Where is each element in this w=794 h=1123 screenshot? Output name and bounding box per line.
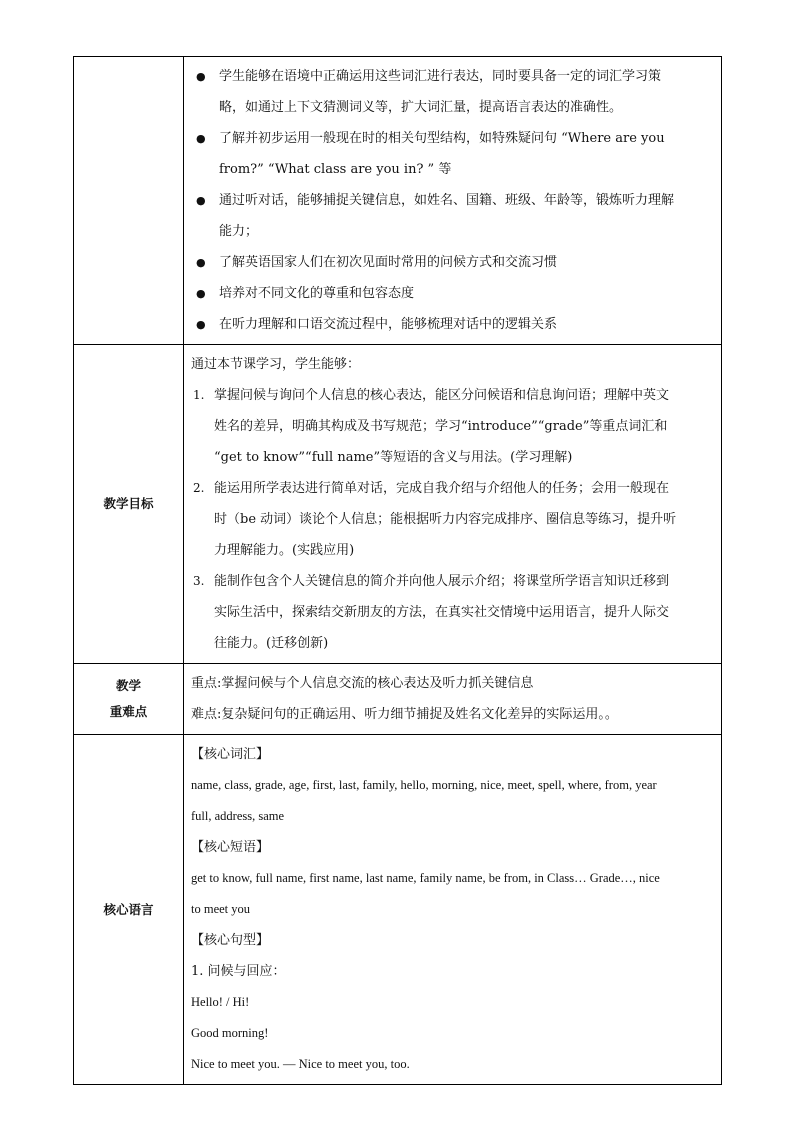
objective-text-line: 掌握问候与询问个人信息的核心表达，能区分问候语和信息询问语；理解中英文	[214, 388, 670, 403]
sentence-subtitle: 1. 问候与回应：	[191, 964, 286, 979]
core-language-row	[74, 735, 722, 1085]
phrase-title: 【核心短语】	[191, 840, 270, 855]
continued-row-content	[184, 57, 722, 345]
objective-number: 1.	[193, 388, 205, 402]
bullet-text-line: 学生能够在语境中正确运用这些词汇进行表达，同时要具备一定的词汇学习策	[219, 69, 662, 84]
objective-text-line: 时（be 动词）谈论个人信息；能根据听力内容完成排序、圈信息等练习，提升听	[214, 512, 677, 527]
continued-row-label	[74, 57, 184, 345]
bullet-text-line: 略，如通过上下文猜测词义等，扩大词汇量，提高语言表达的准确性。	[219, 100, 623, 115]
objective-item	[191, 566, 715, 659]
bullet-item	[191, 247, 715, 278]
lesson-plan-table	[73, 56, 722, 1085]
sentence-line: Good morning!	[191, 1026, 269, 1040]
vocab-line: name, class, grade, age, first, last, family, hello, morning, nice, meet, spell, where, from, year	[191, 778, 657, 792]
objective-text-line: 往能力。(迁移创新)	[214, 636, 329, 651]
objectives-label: 教学目标	[74, 345, 184, 664]
bullet-dot-icon: ●	[196, 256, 206, 269]
sentence-line: Hello! / Hi!	[191, 995, 250, 1009]
key-points-label	[74, 664, 184, 735]
bullet-text-line: 了解英语国家人们在初次见面时常用的问候方式和交流习惯	[219, 255, 558, 270]
key-points-content	[184, 664, 722, 735]
objective-text-line: 能运用所学表达进行简单对话，完成自我介绍与介绍他人的任务；会用一般现在	[214, 481, 670, 496]
bullet-text-line: 能力；	[219, 224, 259, 239]
objective-item	[191, 380, 715, 473]
bullet-dot-icon: ●	[196, 287, 206, 300]
bullet-item	[191, 123, 715, 185]
vocab-title: 【核心词汇】	[191, 747, 270, 762]
key-points-row	[74, 664, 722, 735]
objectives-row	[74, 345, 722, 664]
bullet-text-line: from?” “What class are you in? ” 等	[219, 162, 452, 177]
sentence-line: Nice to meet you. — Nice to meet you, too.	[191, 1057, 410, 1071]
continued-row	[74, 57, 722, 345]
key-point-focus: 重点:掌握问候与个人信息交流的核心表达及听力抓关键信息	[191, 676, 534, 691]
bullet-item	[191, 185, 715, 247]
bullet-item	[191, 61, 715, 123]
objective-text-line: 实际生活中，探索结交新朋友的方法，在真实社交情境中运用语言，提升人际交	[214, 605, 670, 620]
objective-text-line: 能制作包含个人关键信息的简介并向他人展示介绍；将课堂所学语言知识迁移到	[214, 574, 670, 589]
objective-number: 2.	[193, 481, 205, 495]
objective-text-line: 姓名的差异，明确其构成及书写规范；学习“introduce”“grade”等重点词汇和	[214, 419, 668, 434]
objective-list	[191, 380, 715, 659]
key-points-label-line2: 重难点	[109, 704, 148, 719]
core-language-label: 核心语言	[74, 735, 184, 1085]
bullet-dot-icon: ●	[196, 132, 206, 145]
bullet-dot-icon: ●	[196, 194, 206, 207]
bullet-text-line: 在听力理解和口语交流过程中，能够梳理对话中的逻辑关系	[219, 317, 558, 332]
phrase-line: to meet you	[191, 902, 251, 916]
vocab-line: full, address, same	[191, 809, 285, 823]
bullet-item	[191, 309, 715, 340]
bullet-dot-icon: ●	[196, 318, 206, 331]
bullet-list	[191, 61, 715, 340]
bullet-text-line: 培养对不同文化的尊重和包容态度	[219, 286, 415, 301]
bullet-dot-icon: ●	[196, 70, 206, 83]
objectives-content	[184, 345, 722, 664]
key-points-label-line1: 教学	[115, 678, 141, 693]
objective-text-line: “get to know”“full name”等短语的含义与用法。(学习理解)	[214, 450, 573, 465]
core-language-content	[184, 735, 722, 1085]
objective-number: 3.	[193, 574, 205, 588]
key-point-difficulty: 难点:复杂疑问句的正确运用、听力细节捕捉及姓名文化差异的实际运用。。	[191, 707, 618, 722]
bullet-text-line: 了解并初步运用一般现在时的相关句型结构，如特殊疑问句 “Where are you	[219, 131, 665, 146]
phrase-line: get to know, full name, first name, last name, family name, be from, in Class… Grade…, nice	[191, 871, 660, 885]
objective-text-line: 力理解能力。(实践应用)	[214, 543, 355, 558]
sentence-title: 【核心句型】	[191, 933, 270, 948]
bullet-item	[191, 278, 715, 309]
objectives-intro: 通过本节课学习，学生能够：	[191, 357, 361, 372]
objective-item	[191, 473, 715, 566]
bullet-text-line: 通过听对话，能够捕捉关键信息，如姓名、国籍、班级、年龄等，锻炼听力理解	[219, 193, 675, 208]
